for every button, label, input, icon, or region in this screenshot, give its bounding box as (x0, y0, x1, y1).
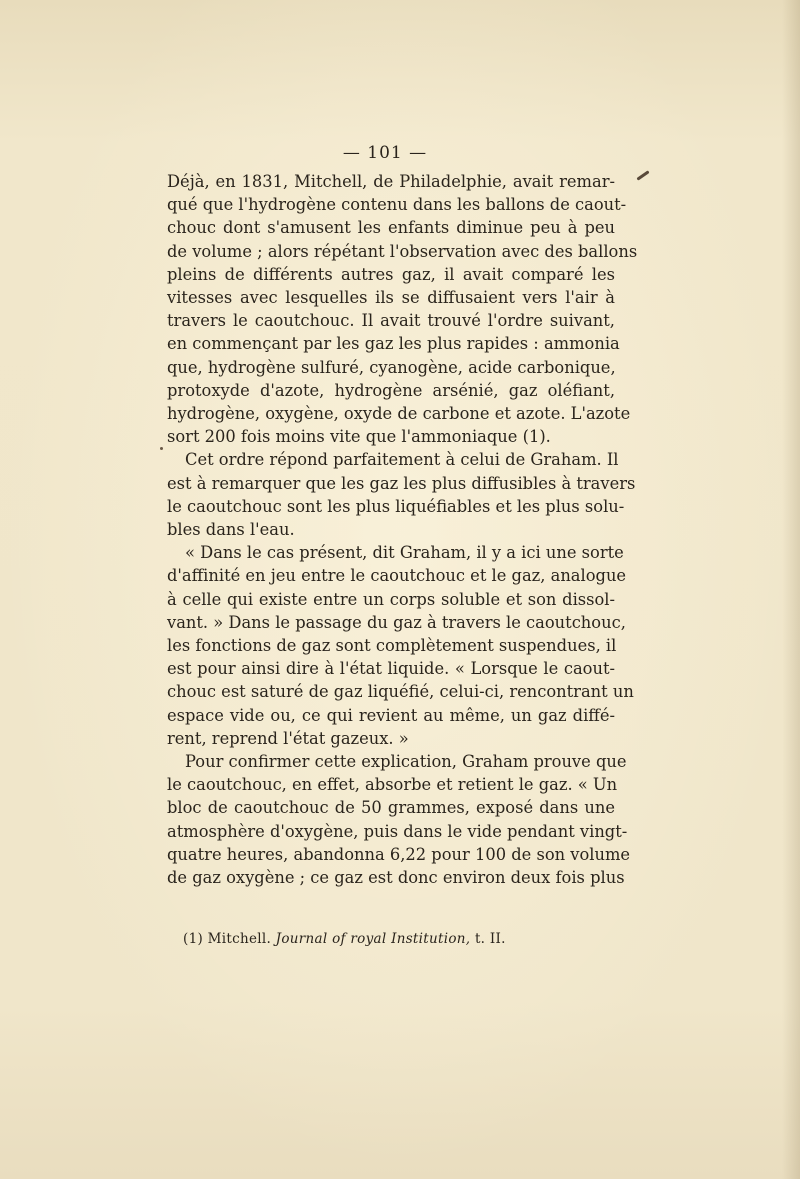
text-line: quatre heures, abandonna 6,22 pour 100 de son volume (167, 844, 631, 864)
text-line: travers le caoutchouc. Il avait trouvé l'ordre suivant, (167, 311, 615, 331)
text-line: bloc de caoutchouc de 50 grammes, exposé dans une (167, 798, 615, 818)
footnote-ref: t. II. (474, 931, 506, 947)
text-line: les fonctions de gaz sont complètement suspendues, il (167, 636, 617, 656)
text-line: chouc dont s'amusent les enfants diminue peu à peu (167, 218, 615, 238)
text-line: est pour ainsi dire à l'état liquide. « Lorsque le caout- (167, 659, 615, 679)
text-line: Cet ordre répond parfaitement à celui de Graham. Il (185, 450, 619, 470)
text-line: hydrogène, oxygène, oxyde de carbone et azote. L'azote (167, 404, 631, 424)
footnote-title: Journal of royal Institution, (275, 931, 471, 947)
text-line: d'affinité en jeu entre le caoutchouc et le gaz, analogue (167, 566, 627, 586)
text-line: que, hydrogène sulfuré, cyanogène, acide carbonique, (167, 357, 616, 377)
text-line: le caoutchouc, en effet, absorbe et retient le gaz. « Un (167, 775, 618, 795)
body-text (167, 170, 638, 889)
text-line: protoxyde d'azote, hydrogène arsénié, gaz oléfiant, (167, 380, 615, 400)
text-line: de gaz oxygène ; ce gaz est donc environ deux fois plus (167, 868, 625, 888)
page-number: — 101 — (342, 143, 428, 163)
margin-ink-mark (636, 170, 649, 180)
text-line: qué que l'hydrogène contenu dans les ballons de caout- (167, 195, 627, 215)
text-line: en commençant par les gaz les plus rapides : ammonia (167, 334, 620, 354)
page-edge-shadow (782, 0, 800, 1179)
text-line: de volume ; alors répétant l'observation avec des ballons (167, 241, 638, 261)
margin-ink-dot (160, 447, 163, 450)
text-line: espace vide ou, ce qui revient au même, un gaz diffé- (167, 705, 615, 725)
text-line: pleins de différents autres gaz, il avait comparé les (167, 264, 615, 284)
footnote-marker: (1) (183, 931, 204, 947)
text-line: vant. » Dans le passage du gaz à travers le caoutchouc, (167, 612, 626, 632)
text-line: le caoutchouc sont les plus liquéfiables et les plus solu- (167, 496, 625, 516)
text-line: chouc est saturé de gaz liquéfié, celui-ci, rencontrant un (167, 682, 634, 702)
text-line: est à remarquer que les gaz les plus diffusibles à travers (167, 473, 636, 493)
text-line: sort 200 fois moins vite que l'ammoniaque (1). (167, 427, 551, 447)
text-line: « Dans le cas présent, dit Graham, il y a ici une sorte (185, 543, 624, 563)
footnote (183, 931, 506, 947)
text-line: atmosphère d'oxygène, puis dans le vide pendant vingt- (167, 821, 628, 841)
text-line: Déjà, en 1831, Mitchell, de Philadelphie, avait remar- (167, 172, 615, 191)
text-line: à celle qui existe entre un corps soluble et son dissol- (167, 589, 615, 609)
text-line: Pour confirmer cette explication, Graham prouve que (185, 752, 627, 772)
text-line: vitesses avec lesquelles ils se diffusaient vers l'air à (167, 288, 615, 308)
text-line: bles dans l'eau. (167, 520, 295, 540)
footnote-author: Mitchell. (207, 931, 272, 947)
text-line: rent, reprend l'état gazeux. » (167, 728, 409, 748)
